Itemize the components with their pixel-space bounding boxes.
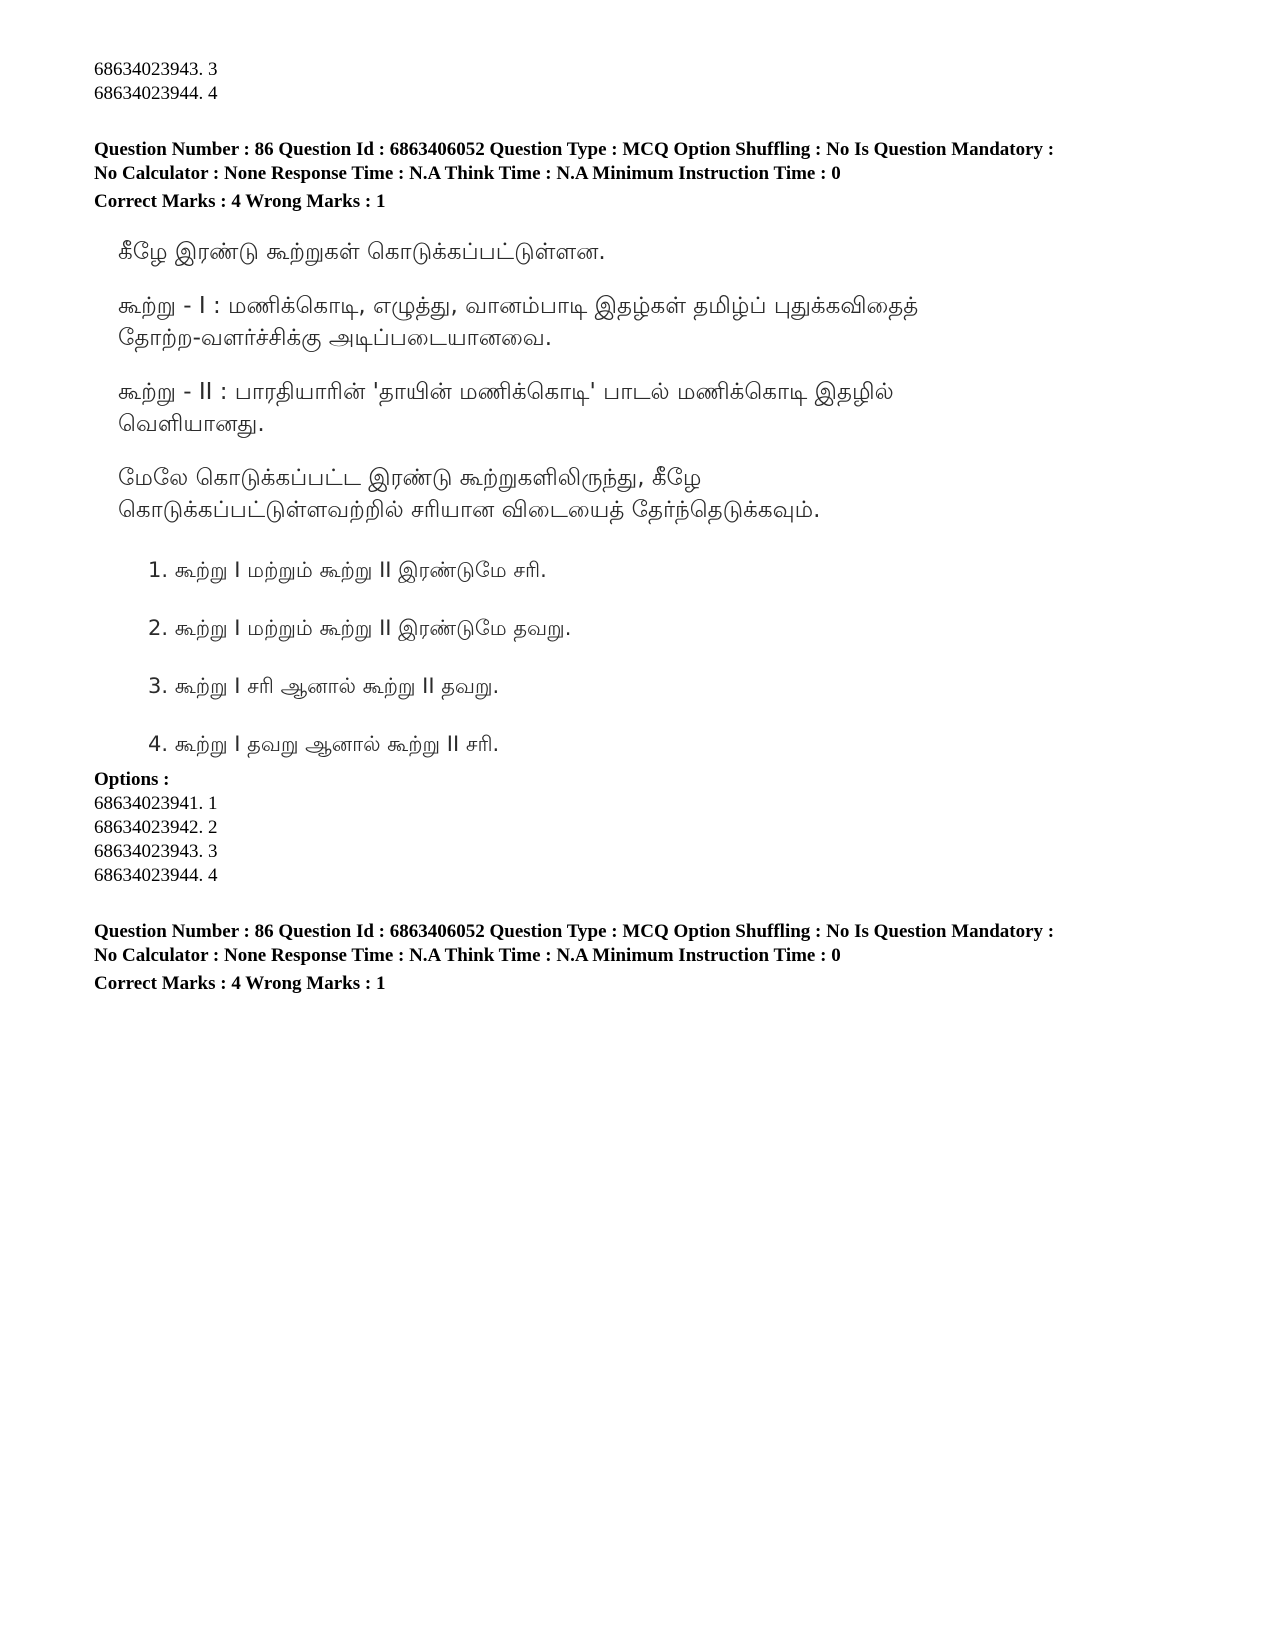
instruction — [118, 462, 1118, 526]
statement-1-line: தோற்ற-வளர்ச்சிக்கு அடிப்படையானவை. — [118, 325, 553, 351]
question-intro: கீழே இரண்டு கூற்றுகள் கொடுக்கப்பட்டுள்ளன. — [118, 239, 606, 265]
instruction-line: கொடுக்கப்பட்டுள்ளவற்றில் சரியான விடையைத் தேர்ந்தெடுக்கவும். — [118, 497, 821, 523]
choice-item: 1. கூற்று I மற்றும் கூற்று II இரண்டுமே சரி. — [148, 558, 547, 582]
options-label: Options : — [94, 769, 170, 790]
choice-item: 2. கூற்று I மற்றும் கூற்று II இரண்டுமே தவறு. — [148, 616, 572, 640]
statement-2-line: வெளியானது. — [118, 411, 265, 437]
previous-options — [94, 58, 1214, 106]
question-marks: Correct Marks : 4 Wrong Marks : 1 — [94, 191, 386, 212]
option-line: 68634023942. 2 — [94, 817, 218, 838]
question-meta-line: Question Number : 86 Question Id : 6863406052 Question Type : MCQ Option Shuffling : No Is Question Mandatory : — [94, 921, 1055, 942]
question-meta-line: No Calculator : None Response Time : N.A Think Time : N.A Minimum Instruction Time : 0 — [94, 163, 841, 184]
question-meta-line: No Calculator : None Response Time : N.A Think Time : N.A Minimum Instruction Time : 0 — [94, 945, 841, 966]
options-list — [94, 768, 1214, 888]
question-meta-2 — [94, 920, 1214, 996]
option-line: 68634023944. 4 — [94, 83, 218, 104]
choice-item: 3. கூற்று I சரி ஆனால் கூற்று II தவறு. — [148, 674, 500, 698]
statement-1 — [118, 290, 1118, 354]
option-line: 68634023944. 4 — [94, 865, 218, 886]
question-meta-line: Question Number : 86 Question Id : 6863406052 Question Type : MCQ Option Shuffling : No Is Question Mandatory : — [94, 139, 1055, 160]
statement-2-line: கூற்று - II : பாரதியாரின் 'தாயின் மணிக்கொடி' பாடல் மணிக்கொடி இதழில் — [118, 379, 894, 405]
question-body — [118, 236, 1118, 758]
question-meta-1 — [94, 138, 1214, 214]
instruction-line: மேலே கொடுக்கப்பட்ட இரண்டு கூற்றுகளிலிருந்து, கீழே — [118, 465, 702, 491]
choice-item: 4. கூற்று I தவறு ஆனால் கூற்று II சரி. — [148, 732, 500, 756]
option-line: 68634023943. 3 — [94, 841, 218, 862]
option-line: 68634023943. 3 — [94, 59, 218, 80]
statement-2 — [118, 376, 1118, 440]
question-marks: Correct Marks : 4 Wrong Marks : 1 — [94, 973, 386, 994]
option-line: 68634023941. 1 — [94, 793, 218, 814]
statement-1-line: கூற்று - I : மணிக்கொடி, எழுத்து, வானம்பாடி இதழ்கள் தமிழ்ப் புதுக்கவிதைத் — [118, 293, 919, 319]
document-page — [94, 58, 1214, 996]
